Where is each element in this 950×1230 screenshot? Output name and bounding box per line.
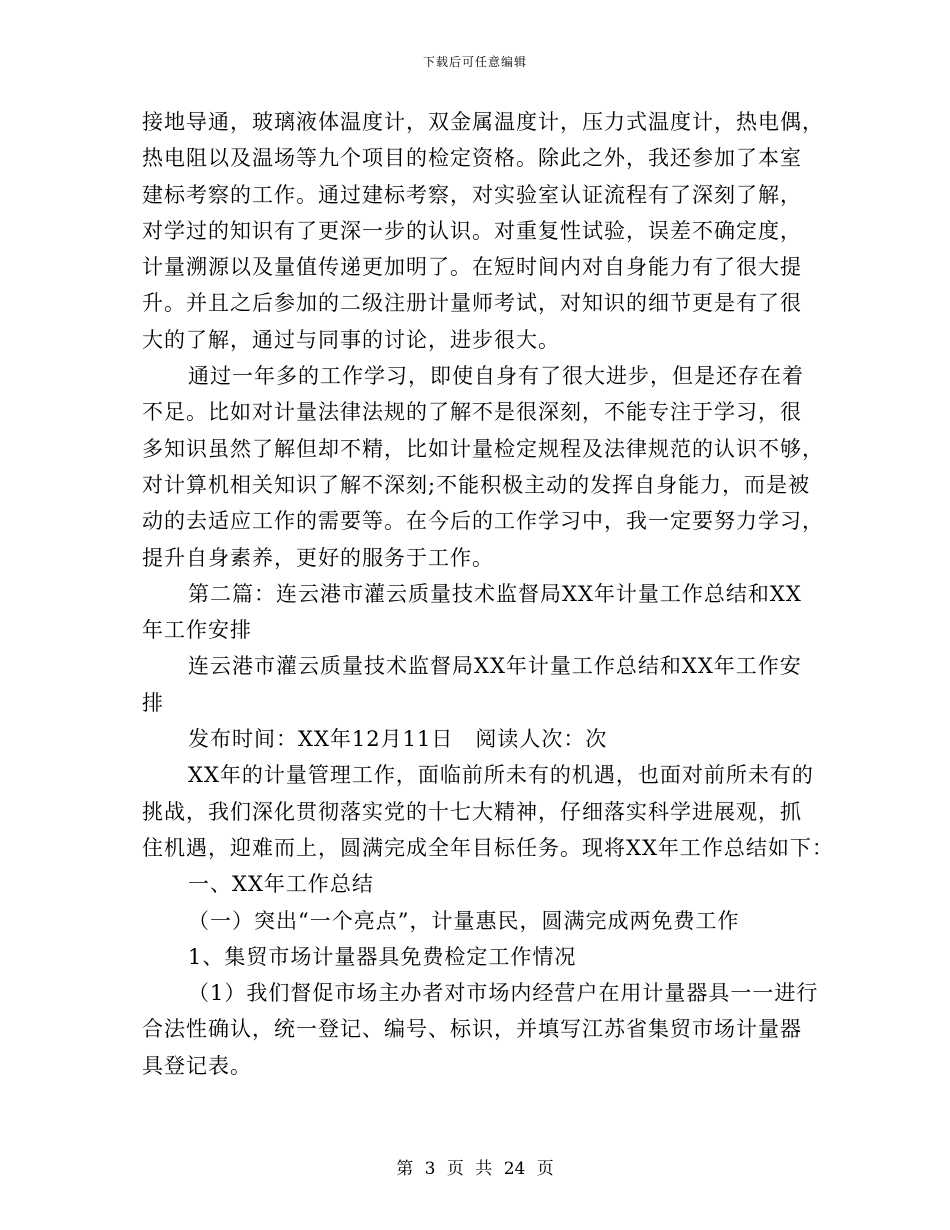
page-header: 下载后可任意编辑 (422, 55, 527, 69)
subheading: 1、集贸市场计量器具免费检定工作情况 (188, 944, 577, 969)
article-title: 排 (142, 690, 164, 715)
document-body (142, 104, 834, 1084)
text-line: （1）我们督促市场主办者对市场内经营户在用计量器具一一进行 (188, 981, 819, 1006)
text-line: 对计算机相关知识了解不深刻;不能积极主动的发挥自身能力，而是被 (142, 472, 811, 497)
section-heading: 第二篇：连云港市灌云质量技术监督局XX年计量工作总结和XX (188, 581, 802, 606)
text-line: 热电阻以及温场等九个项目的检定资格。除此之外，我还参加了本室 (142, 146, 802, 171)
section-heading: 年工作安排 (142, 618, 252, 643)
text-line: 建标考察的工作。通过建标考察，对实验室认证流程有了深刻了解， (142, 182, 802, 207)
text-line: 不足。比如对计量法律法规的了解不是很深刻，不能专注于学习，很 (142, 400, 802, 425)
text-line: 通过一年多的工作学习，即使自身有了很大进步，但是还存在着 (188, 364, 804, 389)
text-line: 多知识虽然了解但却不精，比如计量检定规程及法律规范的认识不够， (142, 436, 824, 461)
text-line: 住机遇，迎难而上，圆满完成全年目标任务。现将XX年工作总结如下： (142, 835, 834, 860)
text-line: 大的了解，通过与同事的讨论，进步很大。 (142, 327, 560, 352)
text-line: 升。并且之后参加的二级注册计量师考试，对知识的细节更是有了很 (142, 291, 802, 316)
page-footer: 第 3 页 共 24 页 (396, 1159, 554, 1179)
publish-info: 发布时间：XX年12月11日 阅读人次：次 (188, 727, 608, 752)
subheading: （一）突出“一个亮点”，计量惠民，圆满完成两免费工作 (188, 908, 740, 933)
text-line: 计量溯源以及量值传递更加明了。在短时间内对自身能力有了很大提 (142, 255, 802, 280)
text-line: 动的去适应工作的需要等。在今后的工作学习中，我一定要努力学习， (142, 509, 824, 534)
article-title: 连云港市灌云质量技术监督局XX年计量工作总结和XX年工作安 (188, 654, 802, 679)
text-line: 提升自身素养，更好的服务于工作。 (142, 545, 494, 570)
text-line: 对学过的知识有了更深一步的认识。对重复性试验，误差不确定度， (142, 218, 802, 243)
text-line: 合法性确认，统一登记、编号、标识，并填写江苏省集贸市场计量器 (142, 1017, 802, 1042)
text-line: 具登记表。 (142, 1053, 252, 1078)
text-line: XX年的计量管理工作，面临前所未有的机遇，也面对前所未有的 (188, 763, 814, 788)
text-line: 挑战，我们深化贯彻落实党的十七大精神，仔细落实科学进展观，抓 (142, 799, 802, 824)
text-line: 接地导通，玻璃液体温度计，双金属温度计，压力式温度计，热电偶， (142, 110, 824, 134)
subheading: 一、XX年工作总结 (188, 872, 374, 897)
